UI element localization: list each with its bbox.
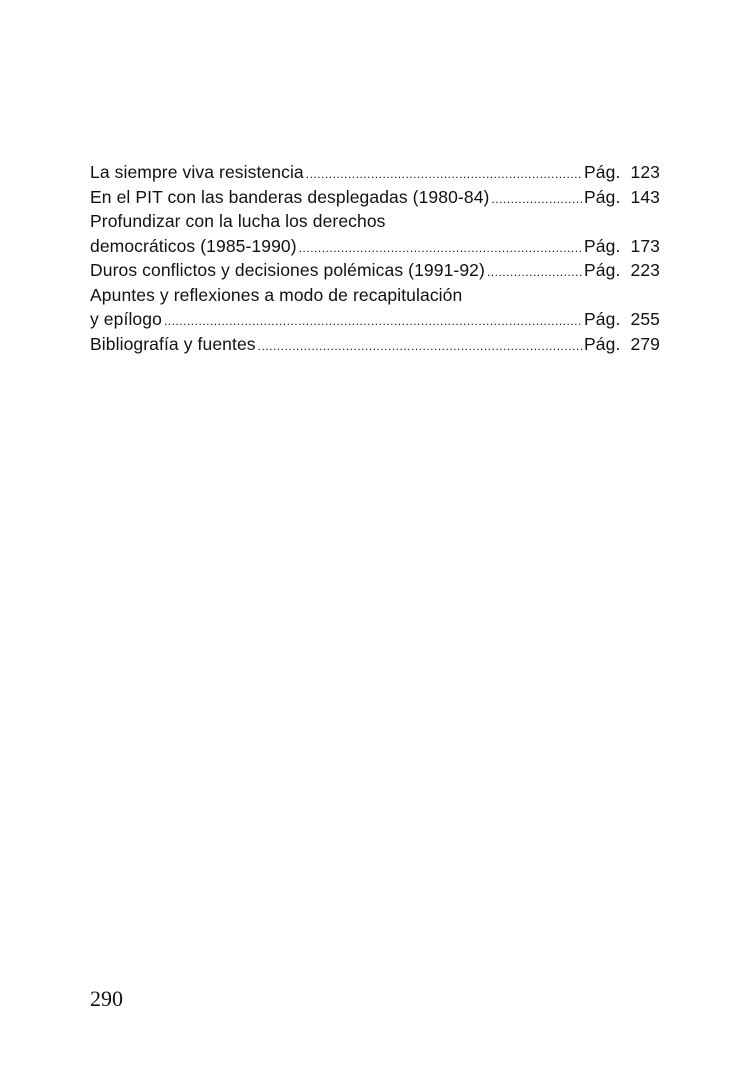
toc-entry-title: Bibliografía y fuentes [90, 333, 256, 354]
toc-entry-page-number: 223 [630, 260, 660, 280]
toc-entry-title: En el PIT con las banderas desplegadas (1980-84) [90, 186, 490, 207]
leader-dots [487, 260, 582, 285]
leader-dots [491, 187, 582, 212]
toc-entry-page-number: 123 [630, 162, 660, 182]
leader-dots [258, 334, 582, 359]
toc-entry-title-first-line [90, 283, 660, 308]
toc-entry [90, 307, 660, 332]
toc-entry-page-label: Pág. [584, 186, 621, 207]
toc-entry-title: democráticos (1985-1990) [90, 235, 297, 256]
table-of-contents [90, 160, 660, 356]
page-number: 290 [90, 986, 123, 1011]
toc-entry-page-label: Pág. [584, 162, 621, 182]
leader-dots [164, 309, 582, 334]
toc-entry [90, 160, 660, 185]
toc-entry [90, 234, 660, 259]
toc-entry-page-number: 279 [630, 333, 660, 354]
toc-entry-title: Apuntes y reflexiones a modo de recapitulación [90, 284, 463, 305]
toc-entry-title: Duros conflictos y decisiones polémicas (1991-92) [90, 260, 485, 280]
toc-entry-page-label: Pág. [584, 235, 621, 256]
toc-entry [90, 185, 660, 210]
toc-entry-title: Profundizar con la lucha los derechos [90, 211, 386, 231]
toc-entry-page-label: Pág. [584, 260, 621, 280]
toc-entry-page-number: 143 [630, 186, 660, 207]
toc-entry-title-first-line [90, 209, 660, 234]
leader-dots [299, 236, 582, 261]
toc-entry-title: y epílogo [90, 309, 162, 329]
toc-entry [90, 332, 660, 357]
toc-entry-page-number: 255 [630, 309, 660, 329]
toc-entry-page-number: 173 [630, 235, 660, 256]
leader-dots [306, 162, 582, 187]
toc-entry-title: La siempre viva resistencia [90, 162, 304, 182]
toc-entry [90, 258, 660, 283]
toc-entry-page-label: Pág. [584, 333, 621, 354]
toc-entry-page-label: Pág. [584, 309, 621, 329]
